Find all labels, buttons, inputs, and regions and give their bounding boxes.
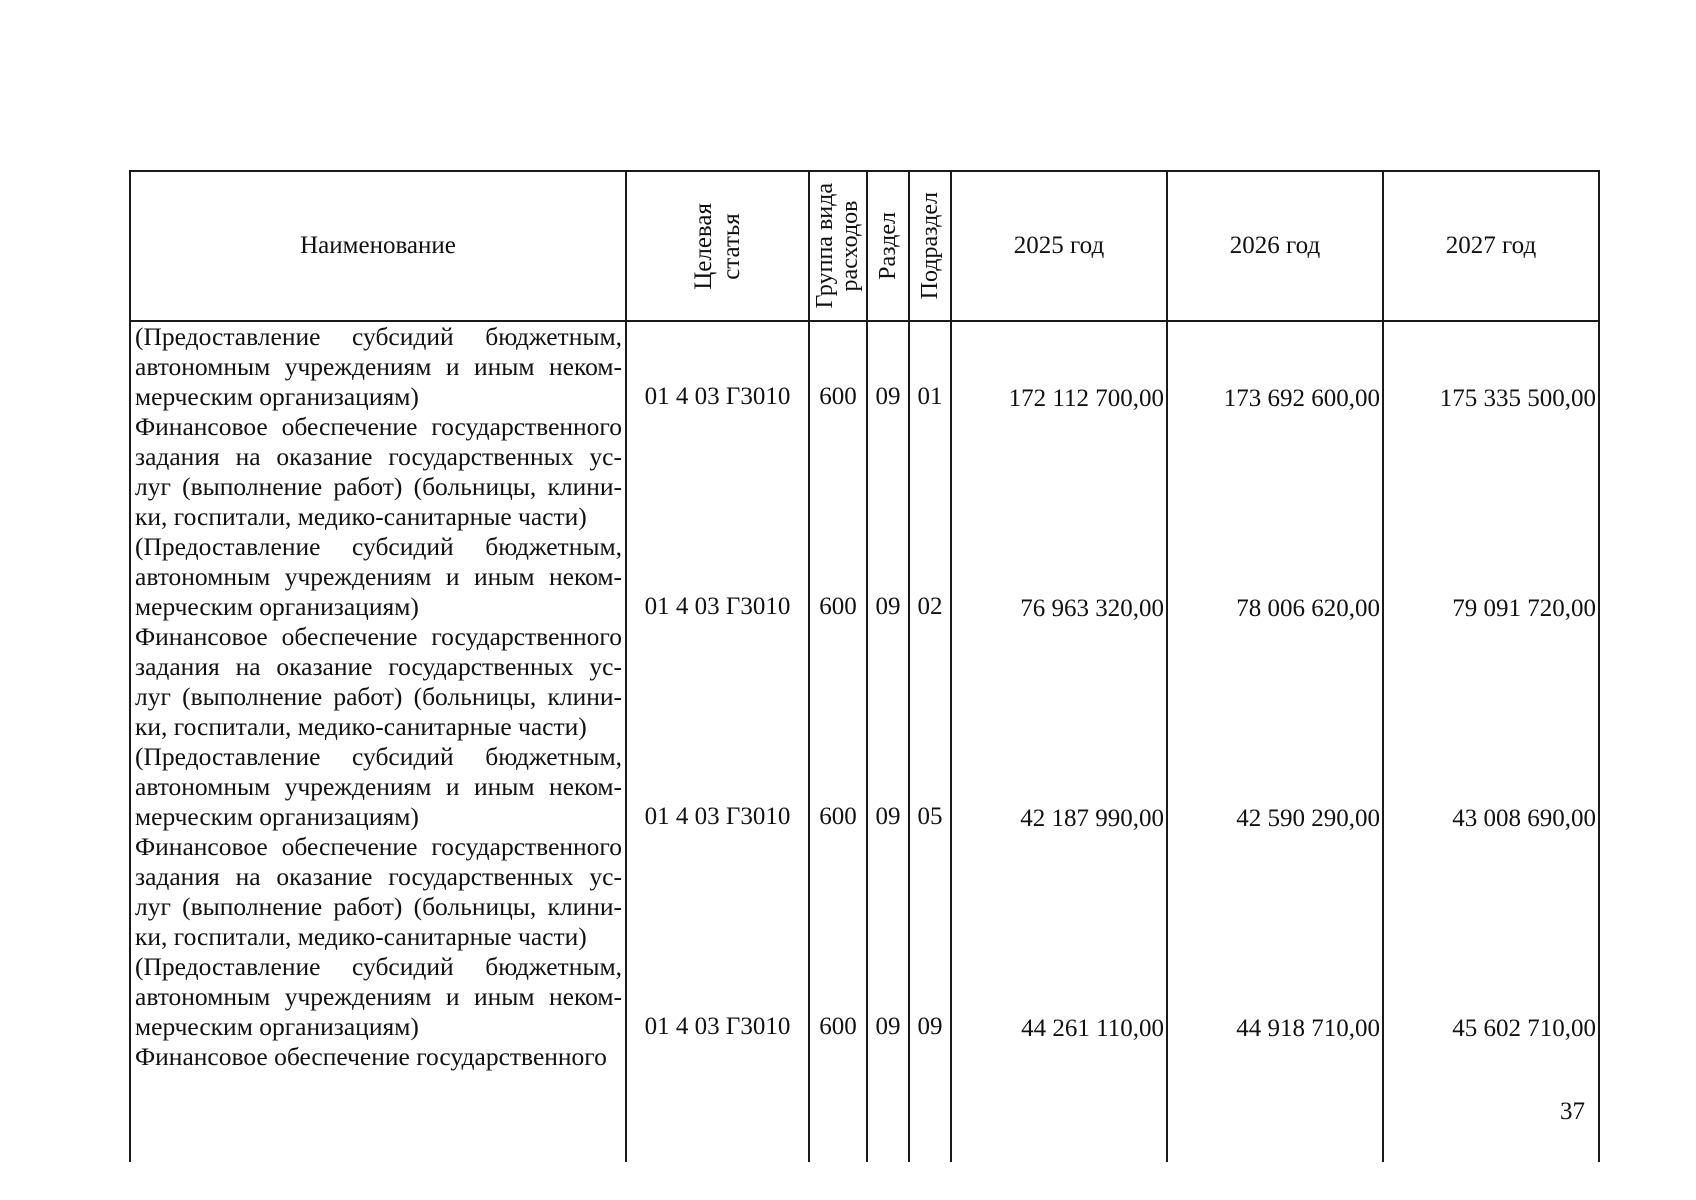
cell-2026-value: 44 918 710,00 [1236,1015,1380,1042]
table-header-row [130,171,1599,321]
cell-group [809,321,867,532]
table-row [130,321,1599,532]
cell-group-value: 600 [819,1013,857,1040]
name-line: мерческим организациям) [135,802,419,831]
header-target [626,171,809,321]
cell-target [626,952,809,1162]
cell-subsection [909,952,951,1162]
cell-subsection [909,321,951,532]
header-name-label: Наименование [300,232,456,259]
name-line: ки, госпитали, медико-санитарные части) [135,922,587,951]
header-group-label: Группа вида расходов [812,183,863,309]
cell-group-value: 600 [819,803,857,830]
table-row [130,952,1599,1162]
table-row [130,532,1599,742]
cell-2025-value: 76 963 320,00 [1020,595,1164,622]
cell-subsection [909,742,951,952]
cell-group [809,952,867,1162]
cell-2026-value: 173 692 600,00 [1223,385,1380,412]
name-line: Финансовое обеспечение государственного [135,1042,607,1071]
cell-target-value: 01 4 03 Г3010 [644,1013,791,1040]
name-line: (Предоставление субсидий бюджетным, [135,742,622,771]
cell-subsection [909,532,951,742]
name-line: ки, госпитали, медико-санитарные части) [135,502,587,531]
table-row [130,742,1599,952]
cell-subsection-value: 05 [917,803,943,830]
name-line: автономным учреждениям и иным неком- [135,772,622,801]
name-line: луг (выполнение работ) (больницы, клини- [135,682,622,711]
cell-2025-value: 44 261 110,00 [1021,1015,1164,1042]
name-line: (Предоставление субсидий бюджетным, [135,952,622,981]
header-2027: 2027 год [1383,171,1599,321]
cell-section [867,532,909,742]
name-line: (Предоставление субсидий бюджетным, [135,532,622,561]
cell-2025-value: 42 187 990,00 [1020,805,1164,832]
header-subsection-label: Подраздел [916,192,943,300]
name-line: автономным учреждениям и иным неком- [135,562,622,591]
cell-2027 [1383,532,1599,742]
header-target-label: Целевая статья [689,202,745,290]
cell-2026-value: 78 006 620,00 [1236,595,1380,622]
cell-section [867,742,909,952]
cell-2026-value: 42 590 290,00 [1236,805,1380,832]
cell-section [867,952,909,1162]
cell-target [626,321,809,532]
cell-target-value: 01 4 03 Г3010 [644,593,791,620]
cell-section-value: 09 [875,1013,901,1040]
cell-2027-value: 45 602 710,00 [1452,1015,1596,1042]
name-line: луг (выполнение работ) (больницы, клини- [135,892,622,921]
cell-2027-value: 43 008 690,00 [1452,805,1596,832]
header-name [130,171,626,321]
header-group [809,171,867,321]
name-line: задания на оказание государственных ус- [135,862,622,891]
header-section-label: Раздел [874,212,901,280]
cell-group-value: 600 [819,383,857,410]
header-section [867,171,909,321]
cell-target-value: 01 4 03 Г3010 [644,383,791,410]
name-line: ки, госпитали, медико-санитарные части) [135,712,587,741]
budget-table [129,170,1600,1162]
cell-2026 [1167,532,1383,742]
cell-group [809,742,867,952]
cell-target [626,532,809,742]
cell-section [867,321,909,532]
cell-subsection-value: 02 [917,593,943,620]
cell-2025 [951,321,1167,532]
cell-2027 [1383,952,1599,1162]
cell-subsection-value: 01 [917,383,943,410]
name-line: задания на оказание государственных ус- [135,652,622,681]
name-line: мерческим организациям) [135,382,419,411]
cell-2025-value: 172 112 700,00 [1008,385,1164,412]
cell-2027-value: 79 091 720,00 [1452,595,1596,622]
header-subsection [909,171,951,321]
name-line: мерческим организациям) [135,1012,419,1041]
cell-2026 [1167,742,1383,952]
cell-name [130,532,626,742]
name-line: (Предоставление субсидий бюджетным, [135,322,622,351]
cell-group-value: 600 [819,593,857,620]
cell-target-value: 01 4 03 Г3010 [644,803,791,830]
cell-subsection-value: 09 [917,1013,943,1040]
page-number: 37 [1560,1098,1585,1125]
cell-2025 [951,742,1167,952]
cell-2025 [951,532,1167,742]
cell-2026 [1167,952,1383,1162]
header-2025: 2025 год [951,171,1167,321]
cell-section-value: 09 [875,593,901,620]
cell-name [130,742,626,952]
cell-2027 [1383,321,1599,532]
name-line: автономным учреждениям и иным неком- [135,352,622,381]
name-line: Финансовое обеспечение государственного [135,622,622,651]
name-line: мерческим организациям) [135,592,419,621]
cell-2026 [1167,321,1383,532]
name-line: задания на оказание государственных ус- [135,442,622,471]
cell-group [809,532,867,742]
name-line: луг (выполнение работ) (больницы, клини- [135,472,622,501]
cell-2027 [1383,742,1599,952]
cell-2027-value: 175 335 500,00 [1439,385,1596,412]
name-line: автономным учреждениям и иным неком- [135,982,622,1011]
cell-name [130,952,626,1162]
cell-target [626,742,809,952]
name-line: Финансовое обеспечение государственного [135,412,622,441]
cell-2025 [951,952,1167,1162]
header-2026: 2026 год [1167,171,1383,321]
cell-section-value: 09 [875,803,901,830]
cell-name [130,321,626,532]
name-line: Финансовое обеспечение государственного [135,832,622,861]
table-body [130,321,1599,1162]
cell-section-value: 09 [875,383,901,410]
